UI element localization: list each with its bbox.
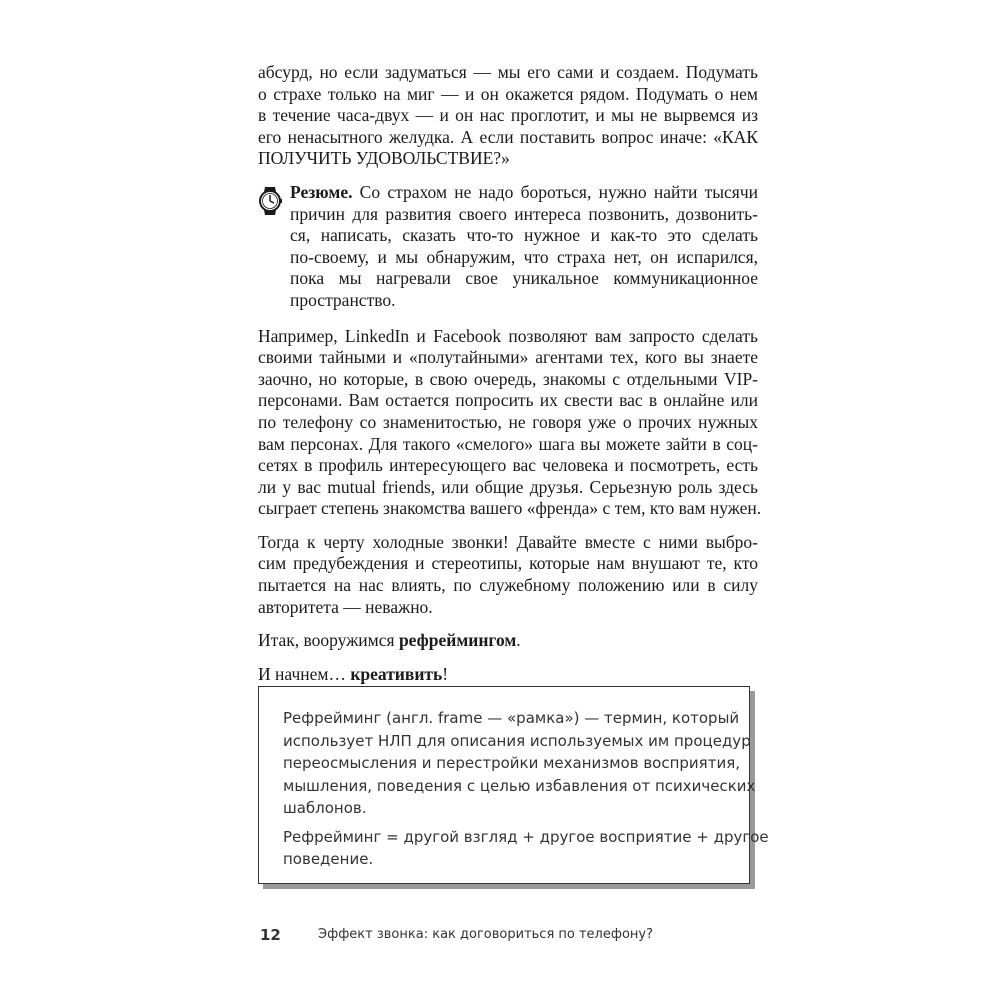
text-line: по телефону со знаменитостью, не говоря уже о прочих нужных <box>258 411 758 432</box>
text-line: абсурд, но если задуматься — мы его сами и создаем. Подумать <box>258 62 758 82</box>
text-line: вам персонах. Для такого «смелого» шага вы можете зайти в соц- <box>258 433 758 454</box>
text-line: авторитета — неважно. <box>258 596 433 617</box>
paragraph-5 <box>258 664 758 686</box>
paragraph-3 <box>258 532 758 618</box>
paragraph-4-prefix: Итак, вооружимся <box>258 630 399 651</box>
paragraph-4 <box>258 630 758 652</box>
text-line: персонами. Вам остается попросить их свести вас в онлайне или <box>258 390 758 411</box>
text-line: ся, написать, сказать что-то нужное и как-то это сделать <box>290 225 758 246</box>
resume-block <box>258 182 758 312</box>
text-line: ПОЛУЧИТЬ УДОВОЛЬСТВИЕ?» <box>258 148 510 169</box>
text-line: сыграет степень знакомства вашего «френда» с тем, кто вам нужен. <box>258 498 762 519</box>
definition-paragraph-2 <box>283 826 769 871</box>
reframing-term: рефреймингом <box>398 630 517 651</box>
text-line: сим предубеждения и стереотипы, которые нам внушают те, кто <box>258 553 758 574</box>
text-line: сетях в профиль интересующего вас человека и посмотреть, есть <box>258 455 758 476</box>
text-line: пока мы нагревали свое уникальное коммуникационное <box>290 268 758 289</box>
page-body <box>258 62 762 697</box>
text-line: о страхе только на миг — и он окажется рядом. Подумать о нем <box>258 83 758 104</box>
text-line: использует НЛП для описания используемых им процедур <box>283 731 751 750</box>
text-line: своими тайными и «полутайными» агентами тех, кого вы знаете <box>258 347 758 368</box>
stopwatch-icon <box>258 184 282 218</box>
text-line: заочно, но которые, в свою очередь, знакомы с отдельными VIP- <box>258 368 758 389</box>
text-line: пространство. <box>290 289 396 310</box>
text-line: шаблонов. <box>283 799 367 817</box>
paragraph-5-prefix: И начнем… <box>258 663 351 684</box>
text-line: по-своему, и мы обнаружим, что страха нет, он испарился, <box>290 246 758 267</box>
text-line: Рефрейминг = другой взгляд + другое восприятие + другое <box>283 827 769 846</box>
text-line: Рефрейминг (англ. frame — «рамка») — термин, который <box>283 709 740 727</box>
resume-first-line: Со страхом не надо бороться, нужно найти тысячи <box>352 181 758 202</box>
paragraph-2 <box>258 325 762 520</box>
text-line: мышления, поведения с целью избавления от психических <box>283 776 756 795</box>
text-line: Тогда к черту холодные звонки! Давайте вместе с ними выбро- <box>258 531 758 552</box>
paragraph-1 <box>258 62 758 170</box>
text-line: переосмысления и перестройки механизмов восприятия, <box>283 754 740 772</box>
text-line <box>290 182 758 204</box>
text-line: поведение. <box>283 850 374 868</box>
definition-paragraph-1 <box>283 707 756 820</box>
text-line: пытается на нас влиять, по служебному положению или в силу <box>258 575 758 596</box>
paragraph-5-suffix: ! <box>442 663 449 684</box>
running-title: Эффект звонка: как договориться по телефону? <box>318 927 654 942</box>
text-line: его ненасытного желудка. А если поставить вопрос иначе: «КАК <box>258 126 758 147</box>
text-line: Например, LinkedIn и Facebook позволяют вам запросто сделать <box>258 325 758 346</box>
resume-text <box>290 182 758 312</box>
text-line: ли у вас mutual friends, или общие друзья. Серьезную роль здесь <box>258 476 758 497</box>
paragraph-4-suffix: . <box>516 630 521 651</box>
resume-label: Резюме. <box>290 181 353 202</box>
text-line: причин для развития своего интереса позвонить, дозвонить- <box>290 203 758 224</box>
text-line: в течение часа-двух — и он нас проглотит, и мы не вырвемся из <box>258 105 758 126</box>
page-number: 12 <box>260 926 281 944</box>
definition-box <box>258 686 769 884</box>
creativity-term: креативить <box>350 663 443 684</box>
